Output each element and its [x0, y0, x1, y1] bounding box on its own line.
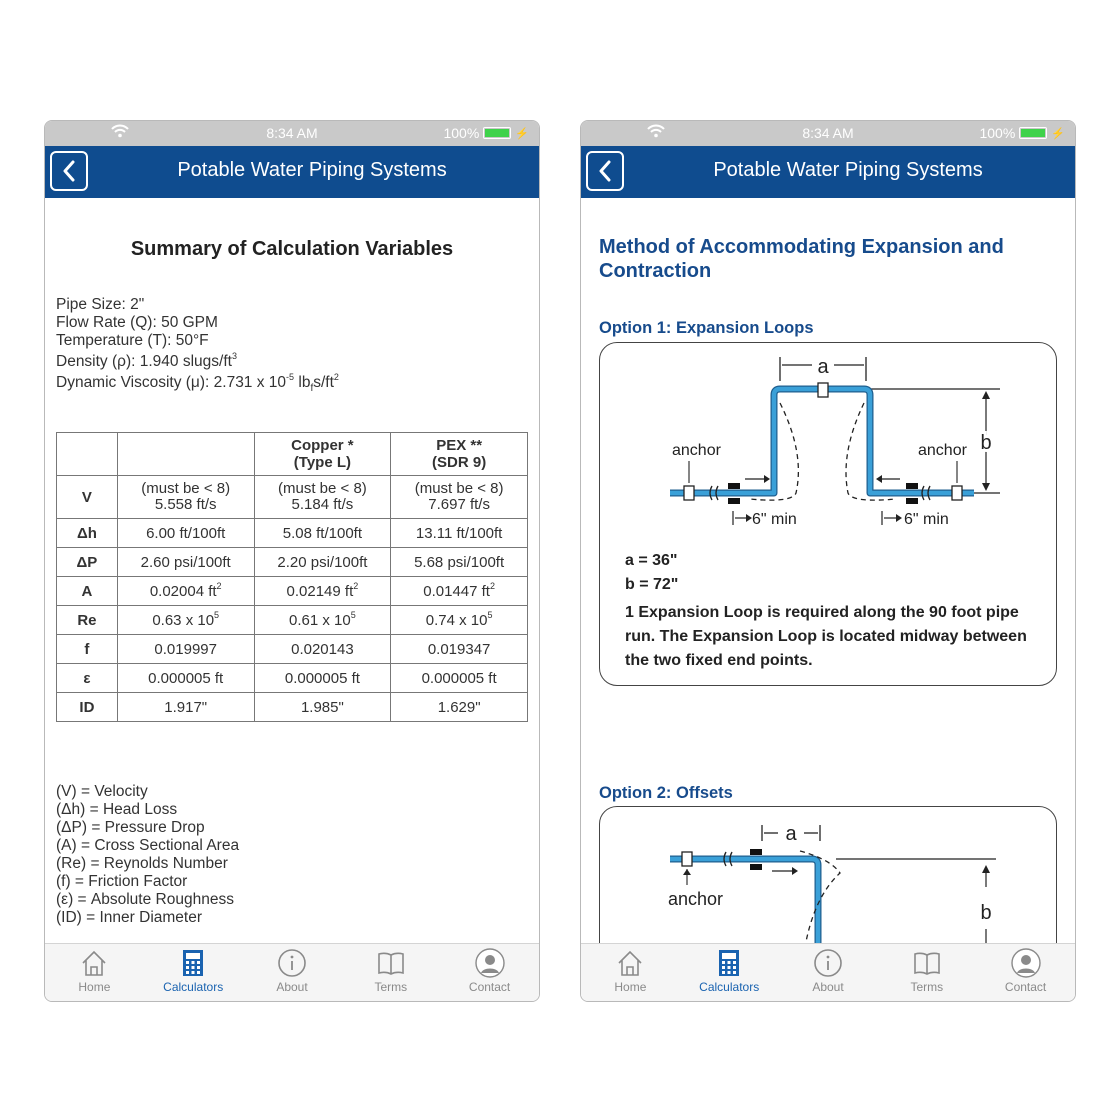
- row-symbol: f: [57, 635, 118, 664]
- tab-label: Calculators: [163, 980, 224, 994]
- legend-item: (V) = Velocity: [56, 783, 148, 800]
- row-symbol: Δh: [57, 519, 118, 548]
- tab-label: About: [812, 980, 844, 994]
- battery-icon: [1019, 127, 1047, 139]
- status-time: 8:34 AM: [266, 125, 318, 141]
- chevron-left-icon: [62, 160, 76, 182]
- table-cell: (must be < 8) 5.184 ft/s: [254, 476, 391, 519]
- battery-indicator: [443, 125, 529, 141]
- table-cell: 1.917": [117, 693, 254, 722]
- tab-label: Calculators: [699, 980, 760, 994]
- chevron-left-icon: [598, 160, 612, 182]
- calculator-icon: [714, 948, 744, 978]
- table-header-symbol: [57, 433, 118, 476]
- option1-title: Option 1: Expansion Loops: [599, 319, 814, 337]
- row-symbol: ε: [57, 664, 118, 693]
- table-cell: 0.74 x $10^5$: [391, 606, 528, 635]
- tab-bar: [45, 943, 539, 1001]
- table-header-blank: [117, 433, 254, 476]
- variable-density: Density (ρ): 1.940 slugs/$ft^3$: [56, 350, 237, 370]
- back-button[interactable]: [50, 151, 88, 191]
- row-symbol: A: [57, 577, 118, 606]
- row-symbol: Re: [57, 606, 118, 635]
- table-cell: 0.63 x $10^5$: [117, 606, 254, 635]
- table-cell: 1.629": [391, 693, 528, 722]
- tab-contact[interactable]: [440, 944, 539, 1001]
- table-row-friction: [57, 635, 528, 664]
- table-cell: 0.02004 $ft^2$: [117, 577, 254, 606]
- legend-item: (ε) = Absolute Roughness: [56, 891, 234, 908]
- table-cell: 0.61 x $10^5$: [254, 606, 391, 635]
- table-cell: 1.985": [254, 693, 391, 722]
- person-icon: [475, 948, 505, 978]
- phone-screen-calculation-summary: [44, 120, 540, 1002]
- table-header-row: [57, 433, 528, 476]
- calculator-icon: [178, 948, 208, 978]
- expansion-loop-card: [599, 342, 1057, 686]
- info-icon: [813, 948, 843, 978]
- label-a: a: [817, 356, 829, 378]
- table-cell: 2.20 psi/100ft: [254, 548, 391, 577]
- home-icon: [615, 948, 645, 978]
- status-bar: [45, 121, 539, 146]
- table-row-area: [57, 577, 528, 606]
- status-time: 8:34 AM: [802, 125, 854, 141]
- table-row-reynolds: [57, 606, 528, 635]
- tab-label: Contact: [468, 980, 511, 994]
- tab-terms[interactable]: [341, 944, 440, 1001]
- tab-about[interactable]: [243, 944, 342, 1001]
- table-cell: (must be < 8) 7.697 ft/s: [391, 476, 528, 519]
- info-icon: [277, 948, 307, 978]
- book-icon: [912, 948, 942, 978]
- tab-label: Contact: [1004, 980, 1047, 994]
- expansion-loop-diagram: [600, 343, 1056, 543]
- tab-calculators[interactable]: [680, 944, 779, 1001]
- battery-icon: [483, 127, 511, 139]
- tab-label: Terms: [910, 980, 944, 994]
- legend-item: (Δh) = Head Loss: [56, 801, 178, 818]
- table-cell: 0.02149 $ft^2$: [254, 577, 391, 606]
- variable-viscosity: Dynamic Viscosity (μ): 2.731 x $10^{-5}$ $lb_fs/ft^2$: [56, 371, 339, 395]
- tab-about[interactable]: [779, 944, 878, 1001]
- nav-bar: [45, 146, 539, 198]
- table-row-pressure-drop: [57, 548, 528, 577]
- loop-dimensions: [625, 549, 678, 597]
- tab-label: Home: [614, 980, 647, 994]
- person-icon: [1011, 948, 1041, 978]
- row-symbol: V: [57, 476, 118, 519]
- offset-diagram: [600, 807, 1056, 944]
- table-cell: 0.019997: [117, 635, 254, 664]
- battery-indicator: [979, 125, 1065, 141]
- tab-bar: [581, 943, 1075, 1001]
- back-button[interactable]: [586, 151, 624, 191]
- table-row-velocity: [57, 476, 528, 519]
- method-title: Method of Accommodating Expansion and Contraction: [599, 236, 1004, 282]
- tab-home[interactable]: [45, 944, 144, 1001]
- status-bar: [581, 121, 1075, 146]
- table-cell: 0.000005 ft: [254, 664, 391, 693]
- tab-label: About: [276, 980, 308, 994]
- table-cell: 6.00 ft/100ft: [117, 519, 254, 548]
- expansion-content[interactable]: [581, 198, 1075, 944]
- variable-temperature: Temperature (T): 50°F: [56, 332, 209, 349]
- book-icon: [376, 948, 406, 978]
- table-header-pex: PEX ** (SDR 9): [391, 433, 528, 476]
- variable-flow-rate: Flow Rate (Q): 50 GPM: [56, 314, 218, 331]
- legend-item: (Re) = Reynolds Number: [56, 855, 228, 872]
- dimension-b: b = 72": [625, 576, 679, 593]
- table-cell: 2.60 psi/100ft: [117, 548, 254, 577]
- table-cell: 0.01447 $ft^2$: [391, 577, 528, 606]
- table-cell: 5.08 ft/100ft: [254, 519, 391, 548]
- table-cell: 5.68 psi/100ft: [391, 548, 528, 577]
- battery-percent: 100%: [443, 125, 480, 141]
- table-row-head-loss: [57, 519, 528, 548]
- offset-label-anchor: anchor: [668, 889, 724, 909]
- table-row-inner-diameter: [57, 693, 528, 722]
- tab-label: Terms: [374, 980, 408, 994]
- calculation-table: [56, 432, 528, 722]
- option2-title: Option 2: Offsets: [599, 784, 733, 802]
- legend-item: (A) = Cross Sectional Area: [56, 837, 240, 854]
- table-cell: (must be < 8) 5.558 ft/s: [117, 476, 254, 519]
- tab-label: Home: [78, 980, 111, 994]
- offset-label-a: a: [785, 823, 797, 845]
- legend-item: (ID) = Inner Diameter: [56, 909, 203, 926]
- offset-label-b: b: [980, 902, 992, 924]
- variable-pipe-size: Pipe Size: 2": [56, 296, 145, 313]
- label-anchor-right: anchor: [918, 442, 967, 459]
- table-cell: 0.000005 ft: [117, 664, 254, 693]
- table-cell: 0.000005 ft: [391, 664, 528, 693]
- charging-icon: ⚡: [1051, 127, 1065, 140]
- dimension-a: a = 36": [625, 552, 678, 569]
- table-header-copper: Copper * (Type L): [254, 433, 391, 476]
- tab-contact[interactable]: [976, 944, 1075, 1001]
- summary-content[interactable]: [45, 198, 539, 944]
- tab-terms[interactable]: [877, 944, 976, 1001]
- tab-calculators[interactable]: [144, 944, 243, 1001]
- label-six-min-right: 6" min: [904, 511, 949, 528]
- tab-home[interactable]: [581, 944, 680, 1001]
- summary-title: Summary of Calculation Variables: [130, 238, 454, 260]
- phone-screen-expansion-methods: [580, 120, 1076, 1002]
- table-cell: 0.019347: [391, 635, 528, 664]
- table-cell: 13.11 ft/100ft: [391, 519, 528, 548]
- offsets-card: [599, 806, 1057, 944]
- row-symbol: ID: [57, 693, 118, 722]
- nav-title: Potable Water Piping Systems: [177, 159, 447, 181]
- nav-bar: [581, 146, 1075, 198]
- charging-icon: ⚡: [515, 127, 529, 140]
- table-row-roughness: [57, 664, 528, 693]
- legend-item: (ΔP) = Pressure Drop: [56, 819, 205, 836]
- label-six-min-left: 6" min: [752, 511, 797, 528]
- variable-legend: [56, 783, 239, 927]
- table-cell: 0.020143: [254, 635, 391, 664]
- loop-description: 1 Expansion Loop is required along the 90 foot pipe run. The Expansion Loop is located midway between the two fixed end points.: [625, 604, 1027, 669]
- row-symbol: ΔP: [57, 548, 118, 577]
- battery-percent: 100%: [979, 125, 1016, 141]
- legend-item: (f) = Friction Factor: [56, 873, 188, 890]
- label-anchor-left: anchor: [672, 442, 721, 459]
- label-b: b: [980, 432, 992, 454]
- input-variables: [56, 296, 339, 398]
- home-icon: [79, 948, 109, 978]
- nav-title: Potable Water Piping Systems: [713, 159, 983, 181]
